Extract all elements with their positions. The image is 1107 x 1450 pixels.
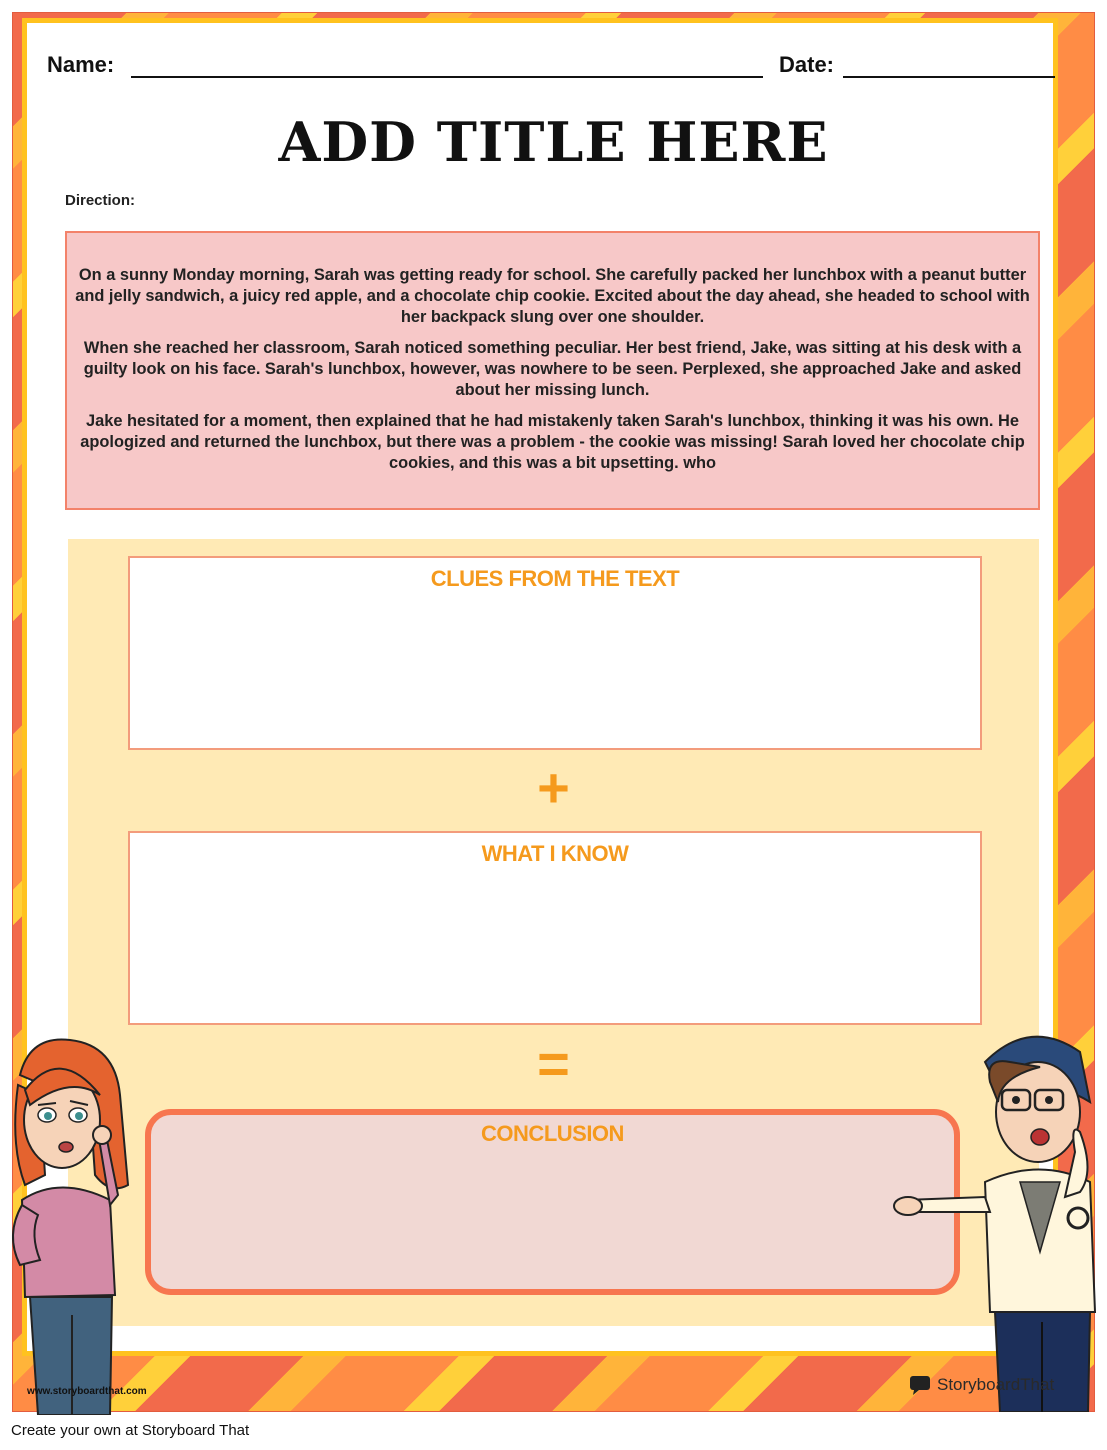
boy-character xyxy=(890,1022,1107,1412)
story-paragraph: Jake hesitated for a moment, then explained that he had mistakenly taken Sarah's lunchbox, thinking it was his own. He apologized and returned the lunchbox, but there was a problem - the cookie was missing! Sarah loved her chocolate chip cookies, and this was a bit upsetting. who xyxy=(80,412,1025,472)
storyboard-logo[interactable] xyxy=(909,1375,1054,1395)
page-title[interactable]: ADD TITLE HERE xyxy=(278,110,829,174)
conclusion-box[interactable] xyxy=(145,1109,960,1295)
storyboard-logo-text: StoryboardThat xyxy=(937,1375,1055,1394)
plus-symbol: + xyxy=(537,756,570,819)
footer-credit[interactable]: Create your own at Storyboard That xyxy=(11,1422,250,1439)
site-url[interactable]: www.storyboardthat.com xyxy=(27,1386,147,1397)
date-field[interactable] xyxy=(843,76,1055,78)
name-label: Name: xyxy=(47,52,115,77)
story-text-box xyxy=(65,231,1040,510)
what-i-know-title: WHAT I KNOW xyxy=(481,841,629,866)
storyboard-logo-icon xyxy=(909,1375,933,1395)
clues-title: CLUES FROM THE TEXT xyxy=(430,566,680,591)
name-field[interactable] xyxy=(131,76,763,78)
header-row xyxy=(35,52,1055,82)
equals-symbol: = xyxy=(537,1032,570,1095)
story-paragraph: On a sunny Monday morning, Sarah was getting ready for school. She carefully packed her lunchbox with a peanut butter and jelly sandwich, a juicy red apple, and a chocolate chip cookie. Excited about the day ahead, she headed to school with her backpack slung over one shoulder. xyxy=(75,266,1030,326)
story-paragraph: When she reached her classroom, Sarah noticed something peculiar. Her best friend, Jake, was sitting at his desk with a guilty look on his face. Sarah's lunchbox, however, was nowhere to be seen. Perplexed, she approached Jake and asked about her missing lunch. xyxy=(83,339,1022,399)
what-i-know-box[interactable] xyxy=(128,831,982,1025)
direction-label[interactable]: Direction: xyxy=(65,192,136,209)
clues-box[interactable] xyxy=(128,556,982,750)
girl-character xyxy=(0,1035,140,1415)
conclusion-title: CONCLUSION xyxy=(481,1121,624,1146)
date-label: Date: xyxy=(779,52,835,77)
